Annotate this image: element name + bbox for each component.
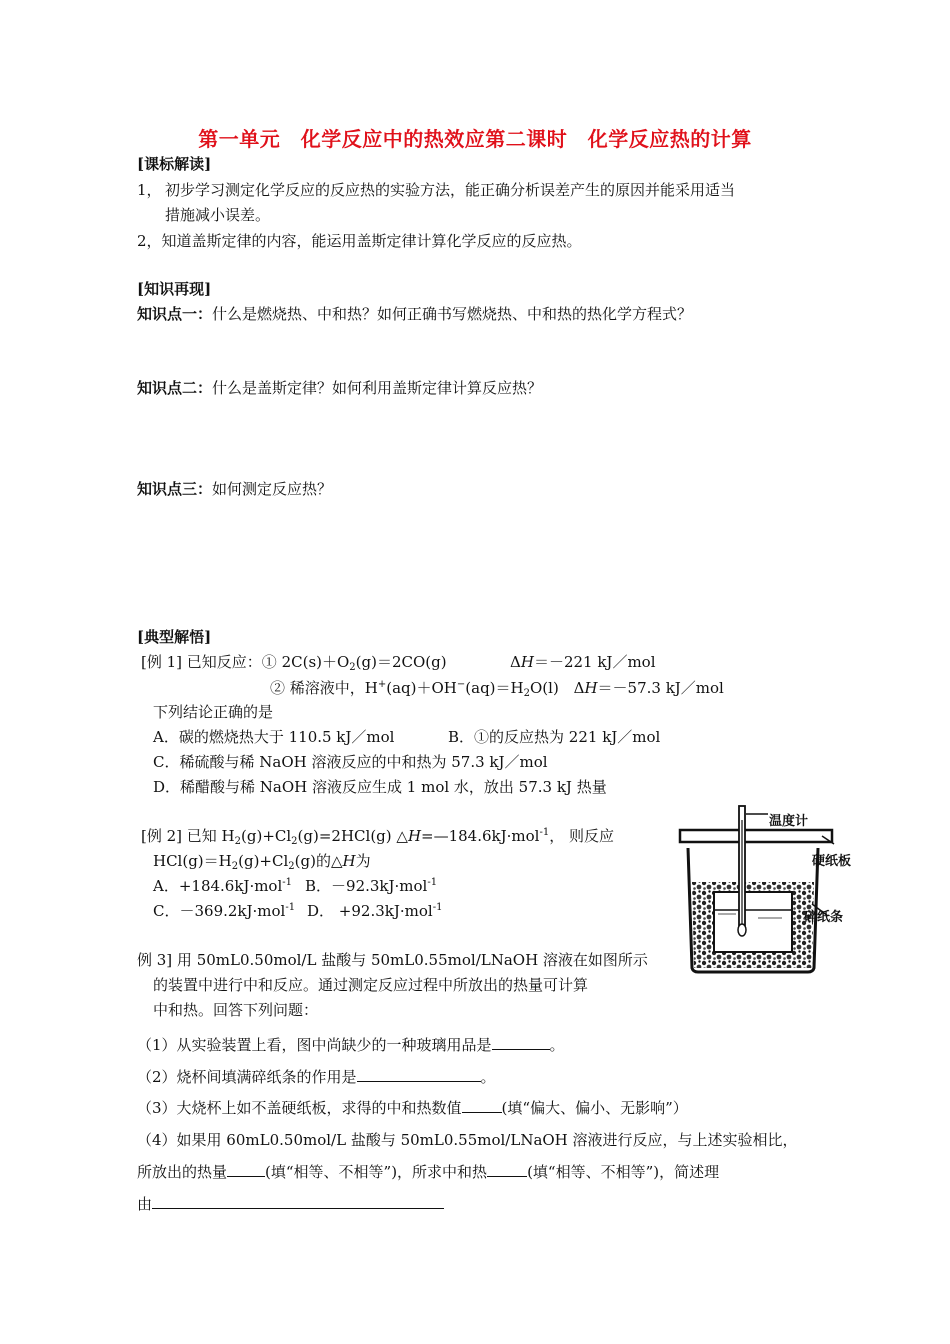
example-3-question-2 [137, 1066, 496, 1087]
example-3-question-4-line-1: （4）如果用 60mL0.50mol/L 盐酸与 50mL0.55mol/LNaOH 溶液进行反应，与上述实验相比， [137, 1131, 798, 1149]
example-2-line-2 [153, 850, 371, 872]
superscript: -1 [427, 877, 438, 888]
objective-2: 2，知道盖斯定律的内容，能运用盖斯定律计算化学反应的反应热。 [137, 232, 582, 250]
reaction-2-part: (aq)＝H [465, 679, 524, 697]
example-2-option-a [153, 875, 292, 896]
ex2-part: HCl(g)＝H [153, 852, 232, 870]
question-text: 。 [480, 1068, 496, 1086]
example-2-line-1 [141, 825, 614, 847]
example-3-question-4-line-3 [137, 1193, 444, 1214]
example-3-question-4-line-2 [137, 1161, 719, 1182]
question-text: (填“相等、不相等”)，所求中和热 [265, 1163, 488, 1181]
answer-blank[interactable] [357, 1067, 481, 1082]
example-2-option-b [305, 875, 437, 896]
question-text: （2）烧杯间填满碎纸条的作用是 [137, 1068, 357, 1086]
example-3-line-1: 例 3] 用 50mL0.50mol/L 盐酸与 50mL0.55mol/LNaOH 溶液在如图所示 [137, 951, 648, 969]
superscript: -1 [432, 902, 443, 913]
subscript: 2 [349, 662, 356, 673]
example-1-question: 下列结论正确的是 [153, 703, 274, 721]
example-1-dh-1 [510, 651, 656, 672]
question-text: 所放出的热量 [137, 1163, 228, 1181]
ex2-part: (g)+Cl [238, 852, 289, 870]
section-header-review: [知识再现] [137, 280, 212, 298]
objective-1-line-1: 初步学习测定化学反应的反应热的实验方法，能正确分析误差产生的原因并能采用适当 [165, 181, 736, 199]
section-header-examples: [典型解悟] [137, 628, 212, 646]
enthalpy-symbol: H [584, 679, 598, 697]
example-1-reaction-2 [270, 677, 724, 699]
knowledge-point-3 [137, 478, 332, 499]
answer-blank[interactable] [227, 1162, 265, 1177]
example-1-option-a: A．碳的燃烧热大于 110.5 kJ／mol [153, 728, 395, 746]
reaction-1-part: ① 2C(s)＋O [261, 653, 350, 671]
example-1-reaction-1 [141, 651, 447, 673]
label-cardboard: 硬纸板 [812, 854, 852, 869]
knowledge-point-2-text: 什么是盖斯定律？如何利用盖斯定律计算反应热？ [212, 379, 543, 397]
dh-value: ＝－221 kJ／mol [533, 653, 656, 671]
question-text: （3）大烧杯上如不盖硬纸板，求得的中和热数值 [137, 1099, 462, 1117]
example-2-option-d [307, 900, 442, 921]
superscript: + [377, 679, 387, 690]
objective-1-line-2: 措施减小误差。 [165, 206, 271, 224]
question-text: (填“相等、不相等”)，简述理 [527, 1163, 720, 1181]
ex2-part: =—184.6kJ·mol [421, 827, 540, 845]
superscript: -1 [539, 827, 550, 838]
delta-symbol: Δ [573, 679, 585, 697]
example-3-question-1 [137, 1034, 565, 1055]
example-2-option-c [153, 900, 295, 921]
knowledge-point-3-text: 如何测定反应热？ [212, 480, 333, 498]
ex2-part: (g)的△ [294, 852, 343, 870]
example-3-question-3 [137, 1097, 688, 1118]
knowledge-point-2 [137, 377, 542, 398]
enthalpy-symbol: H [407, 827, 422, 845]
ex2-part: 为 [355, 852, 371, 870]
answer-blank[interactable] [462, 1098, 502, 1113]
section-header-objectives: [课标解读] [137, 155, 212, 173]
example-1-option-d: D．稀醋酸与稀 NaOH 溶液反应生成 1 mol 水，放出 57.3 kJ 热量 [153, 778, 607, 796]
ex2-part: (g)=2HCl(g) △ [297, 827, 408, 845]
example-3-line-3: 中和热。回答下列问题： [153, 1001, 319, 1019]
example-1-option-b: B．①的反应热为 221 kJ／mol [448, 728, 661, 746]
question-text: 。 [549, 1036, 565, 1054]
dh-value: ＝－57.3 kJ／mol [597, 679, 724, 697]
page-title: 第一单元 化学反应中的热效应第二课时 化学反应热的计算 [198, 127, 752, 151]
subscript: 2 [523, 688, 530, 699]
reaction-1-part: (g)＝2CO(g) [355, 653, 447, 671]
subscript: 2 [231, 861, 239, 872]
ex2-part: ， 则反应 [549, 827, 614, 845]
reaction-2-part: (aq)＋OH [386, 679, 457, 697]
option-text: A．+184.6kJ·mol [153, 877, 283, 895]
option-text: D． +92.3kJ·mol [307, 902, 433, 920]
reaction-2-part: O(l) [530, 679, 559, 697]
answer-blank[interactable] [152, 1194, 444, 1209]
question-text: （1）从实验装置上看，图中尚缺少的一种玻璃用品是 [137, 1036, 492, 1054]
knowledge-point-1-label: 知识点一： [137, 305, 213, 323]
ex2-part: [例 2] 已知 H [141, 827, 235, 845]
label-shredded-paper: 碎纸条 [804, 910, 844, 925]
delta-symbol: Δ [510, 653, 521, 671]
question-text: (填“偏大、偏小、无影响”） [501, 1099, 688, 1117]
example-1-option-c: C．稀硫酸与稀 NaOH 溶液反应的中和热为 57.3 kJ／mol [153, 753, 548, 771]
answer-blank[interactable] [487, 1162, 527, 1177]
subscript: 2 [234, 836, 242, 847]
ex2-part: (g)+Cl [241, 827, 292, 845]
superscript: − [456, 679, 466, 690]
option-text: B．－92.3kJ·mol [305, 877, 428, 895]
objective-1-number: 1， [137, 181, 162, 199]
superscript: -1 [285, 902, 296, 913]
enthalpy-symbol: H [342, 852, 356, 870]
option-text: C．－369.2kJ·mol [153, 902, 286, 920]
answer-blank[interactable] [492, 1035, 550, 1050]
knowledge-point-2-label: 知识点二： [137, 379, 213, 397]
knowledge-point-1 [137, 303, 692, 324]
knowledge-point-3-label: 知识点三： [137, 480, 213, 498]
subscript: 2 [288, 861, 295, 872]
superscript: -1 [282, 877, 293, 888]
example-1-label: [例 1] 已知反应： [141, 653, 262, 671]
question-text: 由 [137, 1195, 153, 1213]
example-3-line-2: 的装置中进行中和反应。通过测定反应过程中所放出的热量可计算 [153, 976, 589, 994]
knowledge-point-1-text: 什么是燃烧热、中和热？如何正确书写燃烧热、中和热的热化学方程式？ [212, 305, 693, 323]
label-thermometer: 温度计 [769, 814, 809, 829]
enthalpy-symbol: H [520, 653, 534, 671]
subscript: 2 [291, 836, 298, 847]
reaction-2-part: ② 稀溶液中，H [270, 679, 378, 697]
